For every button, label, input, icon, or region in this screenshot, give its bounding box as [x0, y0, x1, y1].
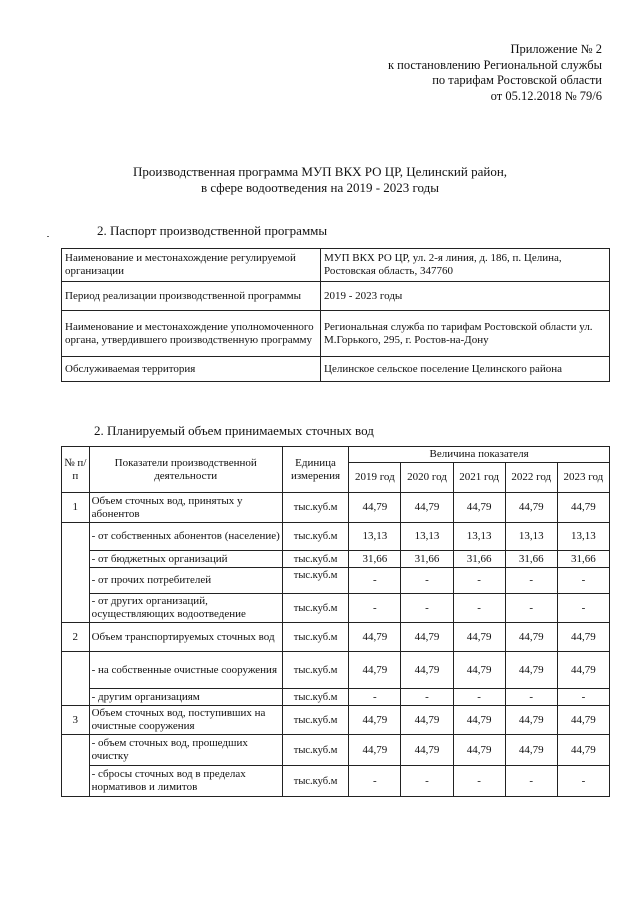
row-value: 44,79: [453, 706, 505, 735]
document-title: [60, 164, 580, 196]
row-num: 1: [62, 493, 90, 523]
appendix-line: по тарифам Ростовской области: [432, 73, 602, 87]
row-indicator: - от прочих потребителей: [89, 568, 282, 594]
row-value: -: [557, 594, 609, 623]
row-value: 31,66: [557, 551, 609, 568]
passport-key: Обслуживаемая территория: [62, 357, 321, 382]
row-indicator: - от собственных абонентов (население): [89, 523, 282, 551]
row-value: 13,13: [401, 523, 453, 551]
row-value: -: [349, 568, 401, 594]
table-row: [62, 735, 610, 766]
row-value: 44,79: [557, 623, 609, 652]
passport-row: [62, 249, 610, 282]
row-value: 44,79: [505, 735, 557, 766]
row-indicator: - сбросы сточных вод в пределах нормативов и лимитов: [89, 766, 282, 797]
row-unit: тыс.куб.м: [282, 623, 348, 652]
row-unit: тыс.куб.м: [282, 568, 348, 594]
row-unit: тыс.куб.м: [282, 493, 348, 523]
row-indicator: - от других организаций, осуществляющих водоотведение: [89, 594, 282, 623]
row-value: -: [401, 568, 453, 594]
row-value: 44,79: [349, 735, 401, 766]
row-value: -: [349, 689, 401, 706]
passport-key: Наименование и местонахождение уполномоченного органа, утвердившего производственную программу: [62, 311, 321, 357]
row-unit: тыс.куб.м: [282, 766, 348, 797]
row-indicator: Объем транспортируемых сточных вод: [89, 623, 282, 652]
row-value: 44,79: [401, 493, 453, 523]
row-value: -: [505, 568, 557, 594]
row-value: -: [401, 766, 453, 797]
title-line: в сфере водоотведения на 2019 - 2023 годы: [200, 180, 440, 195]
passport-value: 2019 - 2023 годы: [321, 282, 610, 311]
passport-table: [61, 248, 610, 382]
year-header: 2020 год: [401, 463, 453, 493]
wastewater-volume-table: [61, 446, 610, 797]
row-num: 2: [62, 623, 90, 652]
row-value: 13,13: [349, 523, 401, 551]
year-header: 2021 год: [453, 463, 505, 493]
row-value: 44,79: [349, 652, 401, 689]
table-row: [62, 652, 610, 689]
row-value: -: [349, 766, 401, 797]
row-value: -: [453, 689, 505, 706]
row-value: -: [557, 568, 609, 594]
appendix-line: Приложение № 2: [510, 42, 602, 56]
row-value: 44,79: [349, 623, 401, 652]
appendix-line: от 05.12.2018 № 79/6: [490, 88, 602, 103]
row-value: -: [453, 568, 505, 594]
row-value: -: [505, 594, 557, 623]
table-row: [62, 523, 610, 551]
row-value: 44,79: [401, 735, 453, 766]
row-value: -: [505, 689, 557, 706]
table-row: [62, 689, 610, 706]
row-value: 44,79: [453, 623, 505, 652]
appendix-line: к постановлению Региональной службы: [387, 57, 602, 72]
row-value: -: [401, 689, 453, 706]
row-unit: тыс.куб.м: [282, 594, 348, 623]
header-unit: Единица измерения: [282, 447, 348, 493]
passport-row: [62, 357, 610, 382]
row-value: 31,66: [505, 551, 557, 568]
row-value: 44,79: [349, 493, 401, 523]
passport-value: Региональная служба по тарифам Ростовской области ул. М.Горького, 295, г. Ростов-на-Дону: [321, 311, 610, 357]
row-value: 31,66: [401, 551, 453, 568]
row-value: 44,79: [557, 652, 609, 689]
table-row: [62, 623, 610, 652]
row-value: 44,79: [453, 493, 505, 523]
row-value: 44,79: [453, 652, 505, 689]
row-indicator: - другим организациям: [89, 689, 282, 706]
section-heading-volume: 2. Планируемый объем принимаемых сточных вод: [94, 423, 374, 438]
row-unit: тыс.куб.м: [282, 652, 348, 689]
title-line: Производственная программа МУП ВКХ РО ЦР, Целинский район,: [132, 164, 508, 179]
row-unit: тыс.куб.м: [282, 706, 348, 735]
row-indicator: - объем сточных вод, прошедших очистку: [89, 735, 282, 766]
row-value: 13,13: [505, 523, 557, 551]
header-row: [62, 447, 610, 463]
section-heading-passport: 2. Паспорт производственной программы: [97, 223, 328, 238]
row-unit: тыс.куб.м: [282, 551, 348, 568]
row-indicator: Объем сточных вод, принятых у абонентов: [89, 493, 282, 523]
row-value: 44,79: [401, 706, 453, 735]
row-indicator: - от бюджетных организаций: [89, 551, 282, 568]
row-value: -: [401, 594, 453, 623]
row-value: 44,79: [505, 706, 557, 735]
scan-speck: [47, 236, 49, 237]
table-row: [62, 594, 610, 623]
table-row: [62, 551, 610, 568]
row-num: [62, 735, 90, 797]
row-value: -: [349, 594, 401, 623]
row-unit: тыс.куб.м: [282, 689, 348, 706]
row-value: -: [557, 766, 609, 797]
row-num: [62, 652, 90, 706]
passport-key: Наименование и местонахождение регулируемой организации: [62, 249, 321, 282]
row-value: 31,66: [453, 551, 505, 568]
passport-row: [62, 282, 610, 311]
row-indicator: Объем сточных вод, поступивших на очистные сооружения: [89, 706, 282, 735]
year-header: 2023 год: [557, 463, 609, 493]
row-value: 44,79: [557, 735, 609, 766]
passport-value: МУП ВКХ РО ЦР, ул. 2-я линия, д. 186, п. Целина, Ростовская область, 347760: [321, 249, 610, 282]
row-value: 44,79: [557, 706, 609, 735]
passport-row: [62, 311, 610, 357]
header-value: Величина показателя: [349, 447, 610, 463]
row-value: -: [453, 766, 505, 797]
row-unit: тыс.куб.м: [282, 523, 348, 551]
table-row: [62, 706, 610, 735]
header-num: № п/п: [62, 447, 90, 493]
row-value: 44,79: [505, 623, 557, 652]
year-header: 2022 год: [505, 463, 557, 493]
row-value: 44,79: [557, 493, 609, 523]
row-value: 44,79: [401, 623, 453, 652]
row-value: 44,79: [401, 652, 453, 689]
row-value: 31,66: [349, 551, 401, 568]
row-value: -: [505, 766, 557, 797]
row-value: -: [453, 594, 505, 623]
row-value: 44,79: [453, 735, 505, 766]
row-value: 44,79: [349, 706, 401, 735]
row-value: 13,13: [453, 523, 505, 551]
table-row: [62, 766, 610, 797]
passport-key: Период реализации производственной программы: [62, 282, 321, 311]
table-row: [62, 493, 610, 523]
row-value: 44,79: [505, 652, 557, 689]
passport-value: Целинское сельское поселение Целинского района: [321, 357, 610, 382]
row-value: 44,79: [505, 493, 557, 523]
row-num: [62, 523, 90, 623]
row-value: 13,13: [557, 523, 609, 551]
row-unit: тыс.куб.м: [282, 735, 348, 766]
table-row: [62, 568, 610, 594]
row-value: -: [557, 689, 609, 706]
appendix-header: [342, 42, 602, 104]
header-indicator: Показатели производственной деятельности: [89, 447, 282, 493]
row-num: 3: [62, 706, 90, 735]
year-header: 2019 год: [349, 463, 401, 493]
row-indicator: - на собственные очистные сооружения: [89, 652, 282, 689]
